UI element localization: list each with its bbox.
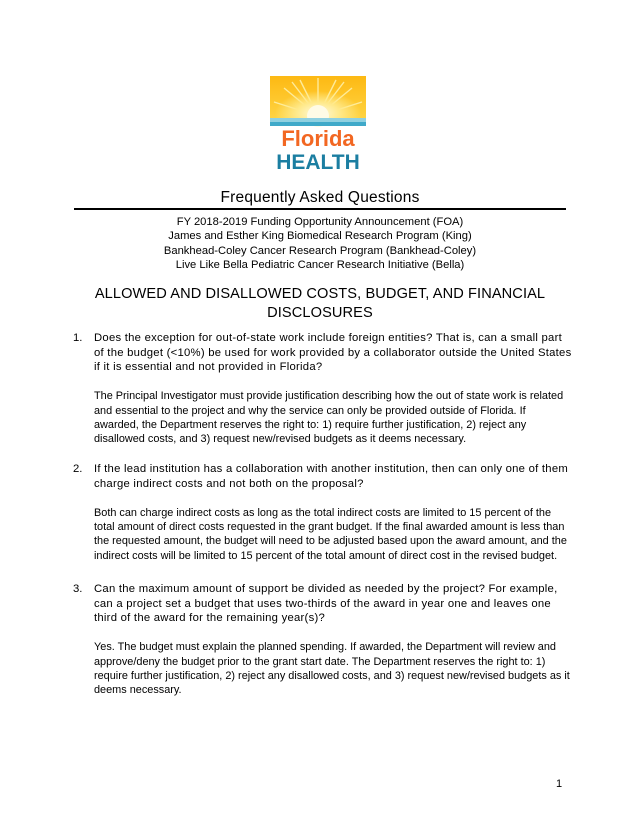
king-program-line: James and Esther King Biomedical Research Program (King): [168, 230, 472, 242]
section-heading-line-1: ALLOWED AND DISALLOWED COSTS, BUDGET, AND FINANCIAL: [94, 286, 546, 302]
faq-item: [73, 582, 572, 698]
faq-number: 3.: [73, 583, 83, 595]
bankhead-coley-line: Bankhead-Coley Cancer Research Program (Bankhead-Coley): [163, 245, 477, 257]
faq-item: [73, 331, 572, 447]
faq-question: Does the exception for out-of-state work include foreign entities? That is, can a small part of the budget (<10%) be used for work provided by a collaborator outside the United States if it is essential and not provided in Florida?: [94, 332, 572, 374]
faq-question: Can the maximum amount of support be divided as needed by the project? For example, can a project set a budget that uses two-thirds of the award in year one and leaves one third of the award for the remaining year(s)?: [94, 583, 558, 625]
page-number: 1: [556, 778, 563, 790]
foa-line: FY 2018-2019 Funding Opportunity Announcement (FOA): [176, 216, 464, 228]
faq-answer: The Principal Investigator must provide justification describing how the out of state work is related and essential to the project and why the service can only be provided outside of Florida. If awarded, the Department reserves the right to: 1) require further justification, 2) reject any disallowed costs, and 3) request new/revised budgets as it deems necessary.: [94, 390, 564, 446]
page-title: Frequently Asked Questions: [220, 189, 420, 206]
faq-number: 1.: [73, 332, 83, 344]
logo-florida-text: Florida: [281, 126, 355, 151]
faq-answer: Both can charge indirect costs as long as the total indirect costs are limited to 15 percent of the total amount of direct costs requested in the grant budget. If the final awarded amount is less than the requested amount, the budget will need to be adjusted based upon the award amount, and the indirect costs will be limited to 15 percent of the total amount of direct cost in the revised budget.: [94, 506, 567, 562]
faq-item: [73, 462, 572, 563]
faq-question: If the lead institution has a collaboration with another institution, then can only one of them charge indirect costs and not both on the proposal?: [94, 463, 569, 490]
faq-answer: Yes. The budget must explain the planned spending. If awarded, the Department will review and approve/deny the budget prior to the grant start date. The Department reserves the right to: 1) require further justification, 2) reject any disallowed costs, and 3) request new/revised budgets as it deems necessary.: [94, 641, 570, 697]
faq-number: 2.: [73, 463, 83, 475]
section-heading: [74, 285, 566, 322]
florida-health-logo: [270, 76, 366, 174]
logo-health-text: HEALTH: [276, 151, 360, 174]
title-divider: [74, 208, 566, 210]
bella-initiative-line: Live Like Bella Pediatric Cancer Research Initiative (Bella): [175, 259, 465, 271]
section-heading-line-2: DISCLOSURES: [267, 304, 373, 321]
